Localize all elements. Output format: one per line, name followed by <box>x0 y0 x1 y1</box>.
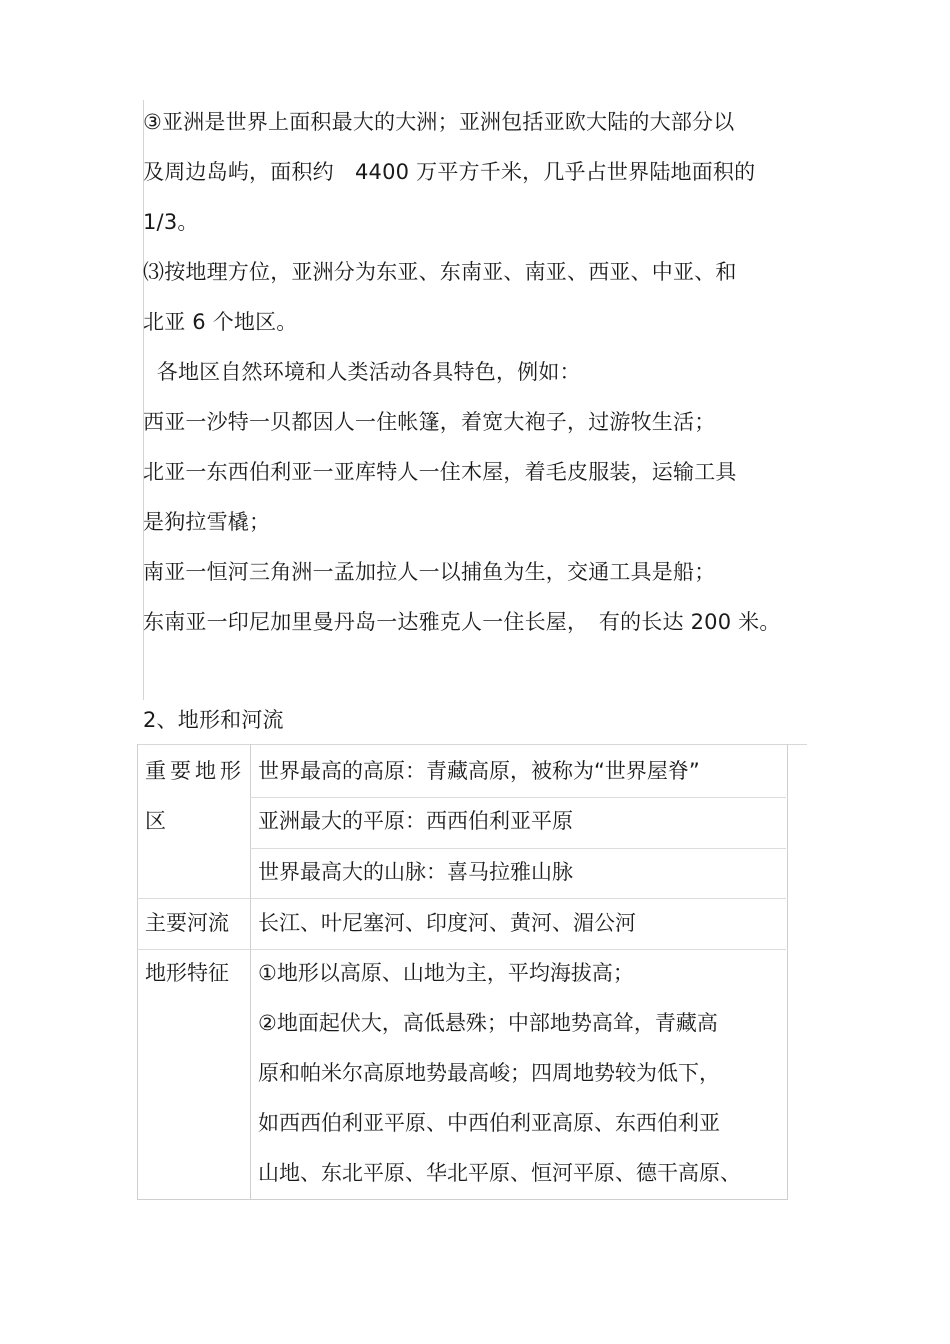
table-row-divider <box>137 898 786 899</box>
table-row-label: 地形特征 <box>145 961 229 985</box>
paragraph-line: 东南亚一印尼加里曼丹岛一达雅克人一住长屋， 有的长达 200 米。 <box>143 610 781 634</box>
paragraph-line: 北亚 6 个地区。 <box>143 310 298 334</box>
paragraph-line: 南亚一恒河三角洲一孟加拉人一以捕鱼为生，交通工具是船； <box>143 560 716 584</box>
table-inner-divider <box>250 848 786 849</box>
table-row-label: 主要河流 <box>145 911 229 935</box>
paragraph-line: 1/3。 <box>143 210 199 234</box>
table-cell: 长江、叶尼塞河、印度河、黄河、湄公河 <box>258 911 636 935</box>
table-column-divider <box>250 744 251 1199</box>
table-cell: 山地、东北平原、华北平原、恒河平原、德干高原、 <box>258 1161 741 1185</box>
section-heading: 2、地形和河流 <box>143 708 284 732</box>
table-cell: ①地形以高原、山地为主，平均海拔高； <box>258 961 634 985</box>
table-row-label: 重要地形 <box>145 759 245 783</box>
paragraph-line: 是狗拉雪橇； <box>143 510 271 534</box>
paragraph-line: 北亚一东西伯利亚一亚库特人一住木屋，着毛皮服装，运输工具 <box>143 460 737 484</box>
table-cell: 如西西伯利亚平原、中西伯利亚高原、东西伯利亚 <box>258 1111 720 1135</box>
paragraph-line: ⑶按地理方位，亚洲分为东亚、东南亚、南亚、西亚、中亚、和 <box>143 260 737 284</box>
paragraph-line: ③亚洲是世界上面积最大的大洲；亚洲包括亚欧大陆的大部分以 <box>143 110 735 134</box>
table-cell: 世界最高的高原：青藏高原，被称为“世界屋脊” <box>258 759 700 783</box>
table-cell: 亚洲最大的平原：西西伯利亚平原 <box>258 809 573 833</box>
table-cell: 原和帕米尔高原地势最高峻；四周地势较为低下， <box>258 1061 720 1085</box>
table-cell: ②地面起伏大，高低悬殊；中部地势高耸，青藏高 <box>258 1011 718 1035</box>
table-row-label: 区 <box>145 809 166 833</box>
paragraph-line: 西亚一沙特一贝都因人一住帐篷，着宽大袍子，过游牧生活； <box>143 410 716 434</box>
paragraph-line: 各地区自然环境和人类活动各具特色，例如： <box>143 360 581 384</box>
paragraph-line: 及周边岛屿，面积约 4400 万平方千米，几乎占世界陆地面积的 <box>143 160 756 184</box>
table-row-divider <box>137 949 786 950</box>
table-inner-divider <box>250 797 786 798</box>
table-cell: 世界最高大的山脉：喜马拉雅山脉 <box>258 860 573 884</box>
